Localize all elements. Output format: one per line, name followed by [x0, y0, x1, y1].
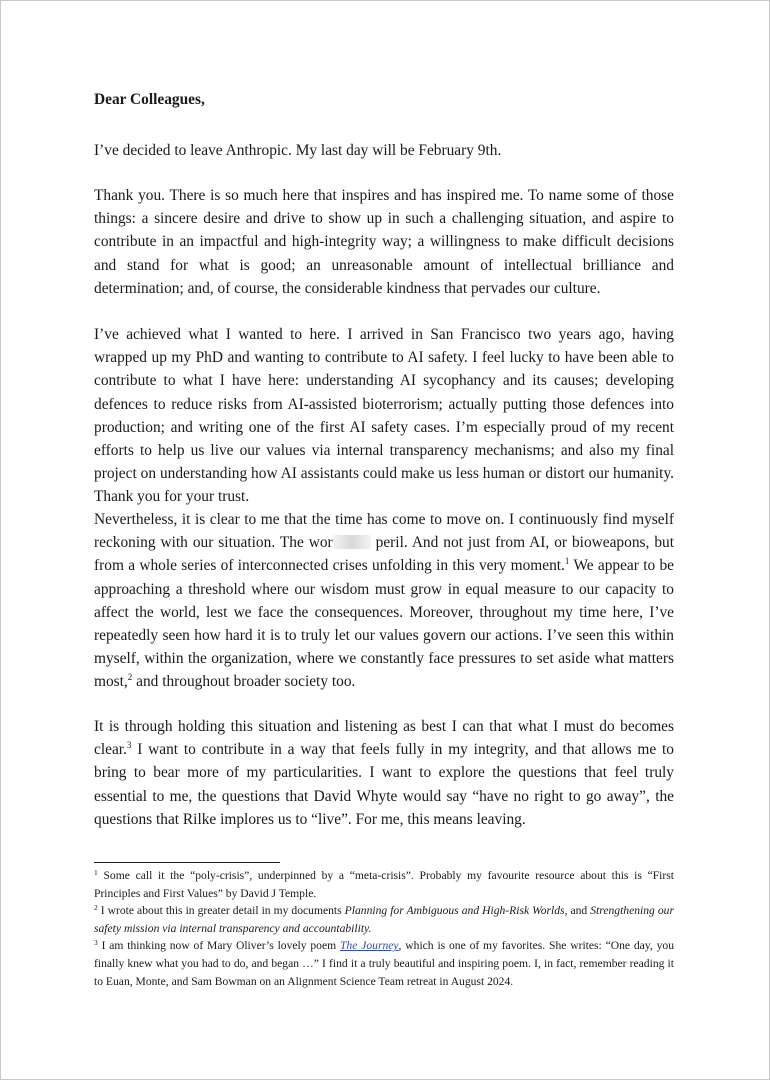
paragraph-thanks: Thank you. There is so much here that inspires and has inspired me. To name some of those things: a sincere desire and drive to show up in such a challenging situation, and aspire to contribute in an impactful and high-integrity way; a willingness to make difficult decisions and stand for what is good; an unreasonable amount of intellectual brilliance and determination; and, of course, the considerable kindness that pervades our culture. — [94, 187, 674, 297]
footnote-3-text-b: , which is one of my favorites. She writes: “One day, you finally knew what you had to do, and began …” I find it a truly beautiful and inspiring poem. I, in fact, remember reading it to Euan, Monte, and Sam Bowman on an Alignment Science Team retreat in August 2024. — [94, 939, 674, 988]
paragraph-reasons-part-b: peril. And not just from AI, or bioweapons, but from a whole series of interconnected crises unfolding in this very moment. — [94, 534, 674, 575]
footnote-ref-1[interactable]: 1 — [564, 556, 570, 567]
footnote-1-text: Some call it the “poly-crisis”, underpinned by a “meta-crisis”. Probably my favourite resource about this is “First Principles and First Values” by David J Temple. — [94, 869, 674, 900]
footnote-3 — [94, 937, 674, 990]
footnote-2-text-a: I wrote about this in greater detail in my documents — [97, 904, 345, 918]
paragraph-announcement: I’ve decided to leave Anthropic. My last day will be February 9th. — [94, 142, 502, 159]
footnote-divider — [94, 862, 280, 863]
paragraph-reasons-part-a: Nevertheless, it is clear to me that the time has come to move on. I continuously find myself reckoning with our situation. The wor — [94, 511, 674, 552]
footnote-2-text-b: and — [567, 904, 591, 918]
paragraph-reasons-part-c: We appear to be approaching a threshold where our wisdom must grow in equal measure to our capacity to affect the world, lest we face the consequences. Moreover, throughout my time here, I’ve repeatedly seen how hard it is to truly let our values govern our actions. I’ve seen this within myself, within the organization, where we constantly face pressures to set aside what matters most, — [94, 557, 674, 691]
redaction-blur — [333, 535, 371, 549]
footnote-3-number: 3 — [94, 938, 98, 948]
paragraph-reasons — [94, 508, 674, 694]
paragraph-leaving-part-a: It is through holding this situation and listening as best I can that what I must do becomes clear. — [94, 718, 674, 759]
poem-link[interactable]: The Journey — [339, 939, 399, 953]
paragraph-achievements: I’ve achieved what I wanted to here. I arrived in San Francisco two years ago, having wrapped up my PhD and wanting to contribute to AI safety. I feel lucky to have been able to contribute to what I have here: understanding AI sycophancy and its causes; developing defences to reduce risks from AI-assisted bioterrorism; actually putting those defences into production; and writing one of the first AI safety cases. I’m especially proud of my recent efforts to help us live our values via internal transparency mechanisms; and also my final project on understanding how AI assistants could make us less human or distort our humanity. Thank you for your trust. — [94, 326, 674, 506]
footnote-2 — [94, 902, 674, 937]
salutation: Dear Colleagues, — [94, 91, 205, 108]
footnote-2-doc-title-1: Planning for Ambiguous and High-Risk Worlds, — [344, 904, 568, 918]
paragraph-reasons-part-d: and throughout broader society too. — [132, 673, 356, 691]
footnote-ref-2[interactable]: 2 — [127, 672, 133, 683]
paragraph-leaving — [94, 715, 674, 831]
footnote-ref-3[interactable]: 3 — [126, 740, 132, 751]
footnote-1 — [94, 867, 674, 902]
footnotes — [94, 867, 674, 990]
footnote-2-doc-title-2: Strengthening our safety mission via internal transparency and accountability. — [94, 904, 674, 935]
footnote-2-number: 2 — [94, 903, 98, 913]
footnote-3-text-a: I am thinking now of Mary Oliver’s lovely poem — [97, 939, 340, 953]
footnote-1-number: 1 — [94, 868, 98, 877]
paragraph-leaving-part-b: I want to contribute in a way that feels fully in my integrity, and that allows me to bring to bear more of my particularities. I want to explore the questions that feel truly essential to me, the questions that David Whyte would say “have no right to go away”, the questions that Rilke implores us to “live”. For me, this means leaving. — [94, 741, 674, 828]
